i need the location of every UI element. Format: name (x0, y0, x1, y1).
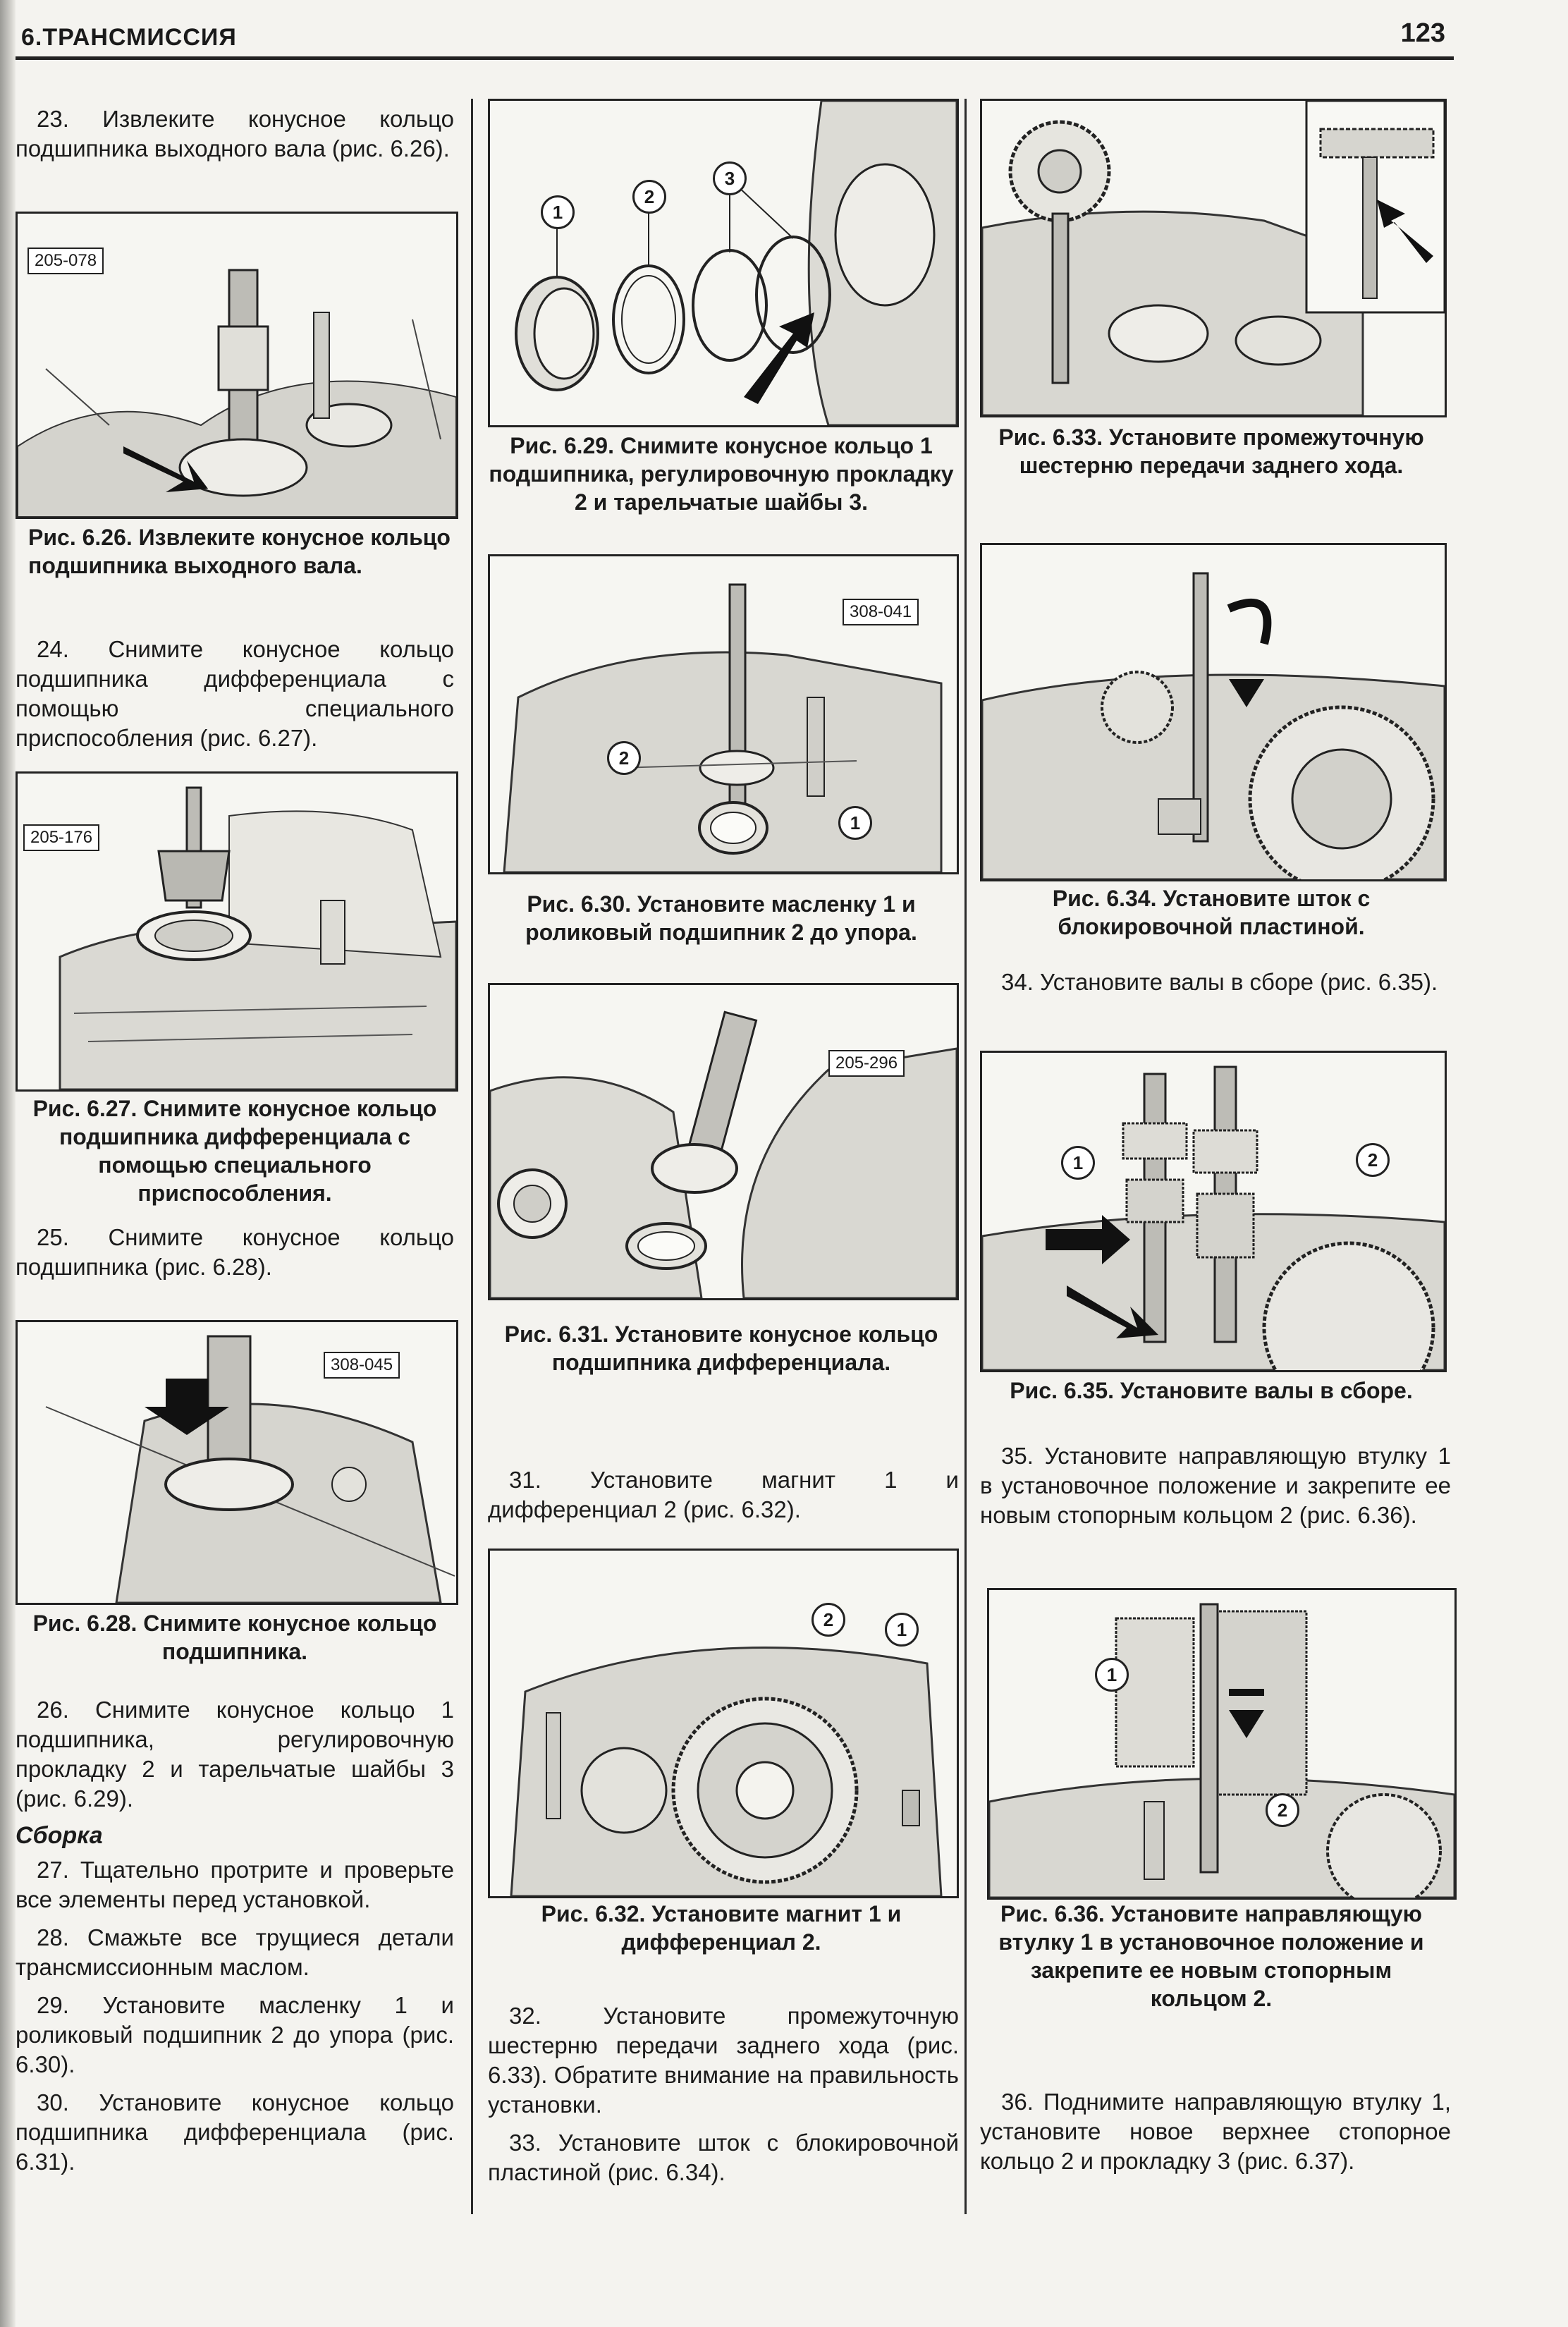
callout-1: 1 (1095, 1658, 1129, 1692)
col2-text-31 (488, 1465, 959, 1533)
subhead-assembly: Сборка (16, 1822, 103, 1849)
figure-6-34 (980, 543, 1447, 881)
callout-2: 2 (607, 741, 641, 775)
callout-2: 2 (811, 1603, 845, 1637)
figure-6-31-drawing (490, 985, 957, 1298)
figure-6-35-caption: Рис. 6.35. Установите валы в сборе. (1010, 1378, 1413, 1403)
tool-number-tag: 205-078 (27, 248, 104, 274)
col1-text-25 (16, 1223, 454, 1290)
col3-text-34 (980, 967, 1451, 1006)
figure-6-27-caption: Рис. 6.27. Снимите конусное кольцо подшипника дифференциала с помощью специального приспособления. (32, 1096, 437, 1206)
step-31: 31. Установите магнит 1 и дифференциал 2 (рис. 6.32). (488, 1467, 959, 1522)
tool-number-tag: 308-041 (843, 599, 919, 625)
step-24: 24. Снимите конусное кольцо подшипника дифференциала с помощью специального приспособления (рис. 6.27). (16, 636, 454, 751)
figure-6-32 (488, 1549, 959, 1898)
figure-6-29-drawing (490, 101, 957, 425)
page-number: 123 (1400, 18, 1445, 48)
page-header (16, 16, 1454, 60)
figure-6-30-caption: Рис. 6.30. Установите масленку 1 и роликовый подшипник 2 до упора. (525, 891, 917, 945)
col1-text-24 (16, 635, 454, 762)
page-binding-shadow (0, 0, 16, 2327)
callout-2: 2 (632, 180, 666, 214)
tool-number-tag: 308-045 (324, 1352, 400, 1379)
step-25: 25. Снимите конусное кольцо подшипника (рис. 6.28). (16, 1224, 454, 1280)
figure-6-29 (488, 99, 959, 427)
figure-6-27 (16, 771, 458, 1092)
step-27: 27. Тщательно протрите и проверьте все элементы перед установкой. (16, 1857, 454, 1912)
step-23: 23. Извлеките конусное кольцо подшипника выходного вала (рис. 6.26). (16, 106, 454, 161)
figure-6-34-drawing (982, 545, 1445, 879)
column-divider-2 (964, 99, 967, 2214)
callout-2: 2 (1356, 1143, 1390, 1177)
figure-6-31-caption: Рис. 6.31. Установите конусное кольцо подшипника дифференциала. (504, 1321, 938, 1375)
figure-6-34-caption: Рис. 6.34. Установите шток с блокировочной пластиной. (1052, 886, 1371, 939)
figure-6-36 (987, 1588, 1457, 1900)
step-30: 30. Установите конусное кольцо подшипника дифференциала (рис. 6.31). (16, 2089, 454, 2175)
figure-6-30 (488, 554, 959, 874)
step-33: 33. Установите шток с блокировочной пластиной (рис. 6.34). (488, 2130, 959, 2185)
step-35: 35. Установите направляющую втулку 1 в установочное положение и закрепите ее новым стопорным кольцом 2 (рис. 6.36). (980, 1443, 1451, 1528)
section-title: 6.ТРАНСМИССИЯ (21, 24, 237, 51)
column-divider-1 (471, 99, 473, 2214)
figure-6-27-drawing (18, 774, 456, 1089)
figure-6-35-drawing (982, 1053, 1445, 1370)
figure-6-33 (980, 99, 1447, 417)
callout-1: 1 (541, 195, 575, 229)
tool-number-tag: 205-176 (23, 824, 99, 851)
figure-6-32-drawing (490, 1551, 957, 1896)
step-28: 28. Смажьте все трущиеся детали трансмиссионным маслом. (16, 1924, 454, 1980)
figure-6-26-caption: Рис. 6.26. Извлеките конусное кольцо подшипника выходного вала. (28, 525, 451, 578)
step-32: 32. Установите промежуточную шестерню передачи заднего хода (рис. 6.33). Обратите внимание на правильность установки. (488, 2003, 959, 2118)
figure-6-33-caption: Рис. 6.33. Установите промежуточную шестерню передачи заднего хода. (998, 425, 1424, 478)
tool-number-tag: 205-296 (828, 1050, 905, 1077)
figure-6-28 (16, 1320, 458, 1605)
callout-1: 1 (1061, 1146, 1095, 1180)
figure-6-32-caption: Рис. 6.32. Установите магнит 1 и дифференциал 2. (541, 1901, 902, 1955)
step-29: 29. Установите масленку 1 и роликовый подшипник 2 до упора (рис. 6.30). (16, 1992, 454, 2077)
col1-top-text (16, 104, 454, 172)
col1-bottom-text (16, 1695, 454, 2185)
figure-6-36-caption: Рис. 6.36. Установите направляющую втулку 1 в установочное положение и закрепите ее новым стопорным кольцом 2. (998, 1901, 1424, 2011)
figure-6-36-drawing (989, 1590, 1454, 1898)
figure-6-29-caption: Рис. 6.29. Снимите конусное кольцо 1 подшипника, регулировочную прокладку 2 и тарельчатые шайбы 3. (489, 433, 954, 515)
figure-6-26 (16, 212, 458, 519)
col2-bottom-text (488, 2001, 959, 2196)
figure-6-33-drawing (982, 101, 1445, 415)
col3-bottom-text (980, 2087, 1451, 2185)
callout-1: 1 (885, 1613, 919, 1647)
figure-6-35 (980, 1051, 1447, 1372)
step-26: 26. Снимите конусное кольцо 1 подшипника, регулировочную прокладку 2 и тарельчатые шайбы 3 (рис. 6.29). (16, 1697, 454, 1812)
step-36: 36. Поднимите направляющую втулку 1, установите новое верхнее стопорное кольцо 2 и прокладку 3 (рис. 6.37). (980, 2089, 1451, 2174)
figure-6-31 (488, 983, 959, 1300)
callout-1: 1 (838, 806, 872, 840)
col3-text-35 (980, 1441, 1451, 1539)
callout-2: 2 (1266, 1793, 1299, 1827)
step-34: 34. Установите валы в сборе (рис. 6.35). (1001, 969, 1438, 995)
callout-3: 3 (713, 161, 747, 195)
figure-6-28-caption: Рис. 6.28. Снимите конусное кольцо подшипника. (32, 1611, 437, 1664)
